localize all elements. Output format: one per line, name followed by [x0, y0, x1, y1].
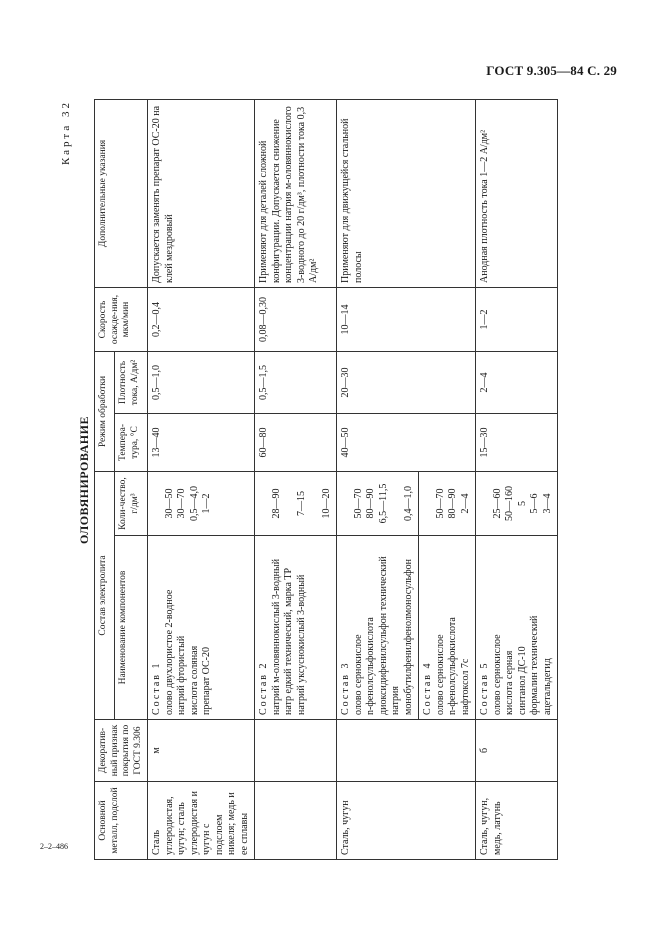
temperature-cell: 60—80 — [255, 413, 337, 471]
component-item: нафтоксол 7с — [459, 658, 471, 715]
notes-cell: Применяют для движущейся стальной полосы — [337, 99, 476, 287]
density-cell: 2—4 — [476, 351, 558, 413]
notes-cell: Допускается заменять препарат ОС-20 на клей мездровый — [148, 99, 255, 287]
components-cell — [255, 536, 337, 720]
quantities-cell — [476, 471, 558, 535]
components-cell — [419, 536, 476, 720]
composition-label: Состав 4 — [422, 661, 433, 715]
header-decor: Декоратив-ный признак покрытия по ГОСТ 9.306 — [95, 720, 148, 782]
speed-cell: 10—14 — [337, 287, 476, 351]
quantities-cell — [337, 471, 419, 535]
quantities-cell — [419, 471, 476, 535]
metal-cell: Сталь углеродистая, чугун; сталь углеродистая и чугун с подслоем никеля; медь и ее сплавы — [148, 782, 255, 860]
component-item: натрий уксуснокислый 3-водный — [295, 574, 307, 715]
decor-cell: м — [148, 720, 255, 782]
table-row — [337, 99, 419, 859]
header-mode: Режим обработки — [95, 351, 115, 471]
quantity-item: 10—20 — [320, 488, 332, 519]
metal-cell: Сталь, чугун — [337, 782, 476, 860]
component-item: олово двухлористое 2-водное — [163, 589, 175, 715]
footnote: 2–2–486 — [40, 842, 68, 851]
component-item: формалин технический — [529, 615, 540, 715]
composition-label: Состав 2 — [258, 661, 269, 715]
quantity-item: 50—70 — [352, 488, 364, 519]
components-cell — [148, 536, 255, 720]
header-component-name: Наименование компонентов — [115, 536, 148, 720]
composition-label: Состав 1 — [151, 661, 162, 715]
component-item: натрий фтористый — [176, 635, 187, 715]
quantity-item: 25—60 — [491, 488, 503, 519]
component-item: синтанол ДС-10 — [516, 646, 528, 715]
notes-cell: Анодная плотность тока 1—2 А/дм² — [476, 99, 558, 287]
table-title: ОЛОВЯНИРОВАНИЕ — [77, 416, 91, 544]
component-item: олово сернокислое — [491, 634, 503, 715]
speed-cell: 0,08—0,30 — [255, 287, 337, 351]
header-metal: Основной металл, подслой — [95, 782, 148, 860]
component-item: кислота соляная — [188, 645, 200, 715]
component-item: олово сернокислое — [352, 634, 364, 715]
quantity-item: 28—90 — [270, 488, 282, 519]
composition-label: Состав 5 — [479, 661, 490, 715]
decor-cell — [337, 720, 476, 782]
component-item: натр едкий технический, марка ТР — [283, 567, 294, 715]
quantity-item: 80—90 — [447, 488, 458, 519]
component-item: натрия монобутилфенилфенолмоносульфон — [390, 558, 414, 715]
header-temperature: Темпера-тура, °С — [115, 413, 148, 471]
metal-cell: Сталь, чугун, медь, латунь — [476, 782, 558, 860]
component-item: олово сернокислое — [434, 634, 446, 715]
quantity-item: 7—15 — [295, 491, 307, 516]
quantity-item: 5—6 — [529, 493, 540, 514]
header-notes: Дополнительные указания — [95, 99, 148, 287]
table-row — [476, 99, 558, 859]
decor-cell: б — [476, 720, 558, 782]
quantity-item: 0,5—4,0 — [188, 486, 200, 521]
component-item: диоксидифенилсульфон технический — [377, 556, 389, 715]
header-quantity: Коли-чество, г/дм³ — [115, 471, 148, 535]
temperature-cell: 15—30 — [476, 413, 558, 471]
components-cell — [476, 536, 558, 720]
electroplating-table — [94, 99, 558, 860]
components-cell — [337, 536, 419, 720]
density-cell: 20—30 — [337, 351, 476, 413]
component-item: натрий м-оловяннокислый 3-водный — [270, 558, 282, 715]
component-item: препарат ОС-20 — [201, 647, 212, 715]
quantity-item: 5 — [516, 501, 528, 506]
quantity-item: 30—70 — [176, 488, 187, 519]
quantity-item: 3—4 — [541, 493, 553, 514]
table-row — [148, 99, 255, 859]
density-cell: 0,5—1,5 — [255, 351, 337, 413]
page-header: ГОСТ 9.305—84 С. 29 — [486, 63, 617, 78]
component-item: ацетальдегид — [541, 658, 553, 715]
quantity-item: 50—70 — [434, 488, 446, 519]
decor-cell — [255, 720, 337, 782]
density-cell: 0,5—1,0 — [148, 351, 255, 413]
quantity-item: 1—2 — [201, 493, 212, 514]
quantity-item: 0,4—1,0 — [402, 486, 414, 521]
table-row — [255, 99, 337, 859]
rotated-table-page — [60, 100, 620, 860]
component-item: кислота серная — [504, 650, 515, 715]
composition-label: Состав 3 — [340, 661, 351, 715]
header-electrolyte: Состав электролита — [95, 471, 115, 719]
quantity-item: 80—90 — [365, 488, 376, 519]
quantity-item: 6,5—11,5 — [377, 483, 389, 524]
metal-cell — [255, 782, 337, 860]
quantities-cell — [255, 471, 337, 535]
header-density: Плотность тока, А/дм² — [115, 351, 148, 413]
card-label: Карта 32 — [60, 100, 72, 166]
quantity-item: 30—50 — [163, 488, 175, 519]
quantities-cell — [148, 471, 255, 535]
header-speed: Скорость осажде-ния, мкм/мин — [95, 287, 148, 351]
speed-cell: 0,2—0,4 — [148, 287, 255, 351]
component-item: n-фенолсульфокислота — [365, 617, 376, 715]
speed-cell: 1—2 — [476, 287, 558, 351]
temperature-cell: 40—50 — [337, 413, 476, 471]
temperature-cell: 13—40 — [148, 413, 255, 471]
notes-cell: Применяют для деталей сложной конфигурации. Допускается снижение концентрации натрия м-оловяннокислого 3-водного до 20 г/дм³, плотности тока 0,3 А/дм² — [255, 99, 337, 287]
quantity-item: 50—160 — [504, 486, 515, 521]
quantity-item: 2—4 — [459, 493, 471, 514]
component-item: n-фенолсульфокислота — [447, 617, 458, 715]
